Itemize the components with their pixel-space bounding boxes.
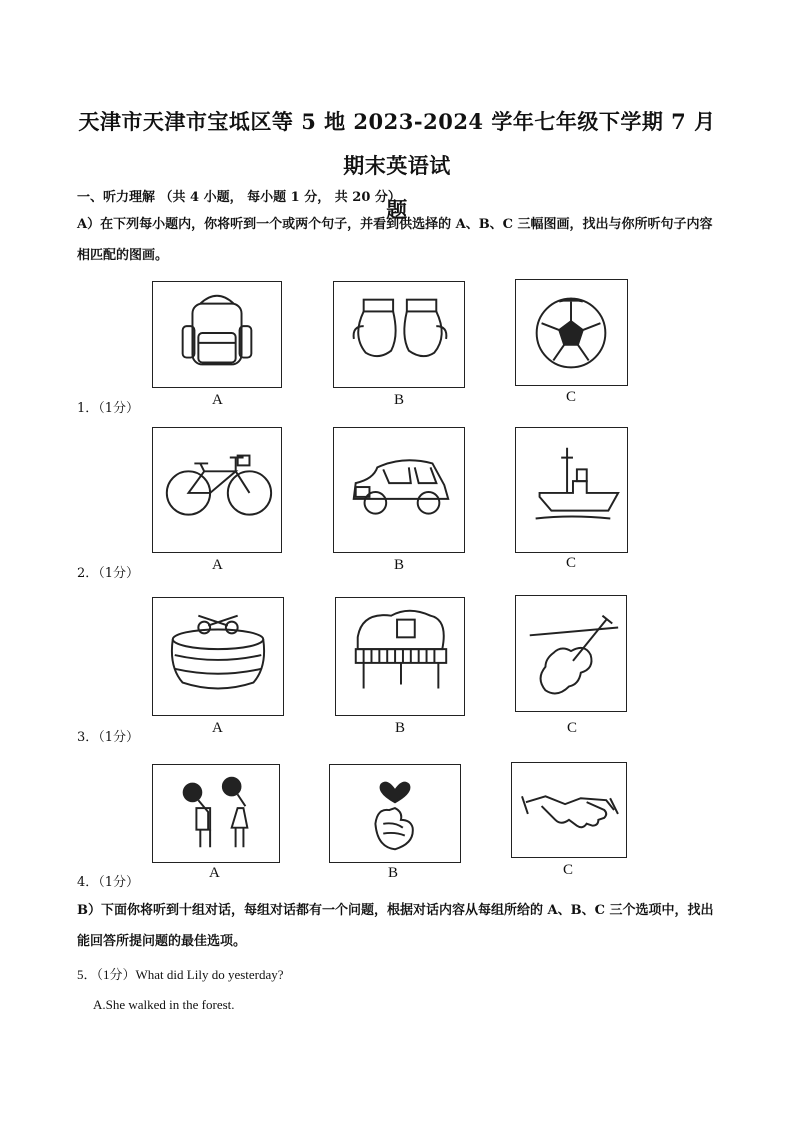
part-b-intro: B）下面你将听到十组对话，每组对话都有一个问题，根据对话内容从每组所给的 A、B、C 三个选项中，找出能回答所提问题的最佳选项。 bbox=[77, 903, 714, 949]
question-4-number: 4．（1分） bbox=[77, 875, 140, 890]
option-label-b: B bbox=[395, 720, 406, 736]
question-5-text: What did Lily do yesterday? bbox=[135, 967, 284, 982]
option-label-a: A bbox=[209, 865, 220, 881]
piano-icon bbox=[335, 597, 465, 716]
option-label-c: C bbox=[566, 389, 577, 405]
mittens-icon bbox=[333, 281, 465, 388]
violin-icon bbox=[515, 595, 627, 712]
title-line-1: 天津市天津市宝坻区等 5 地 2023-2024 学年七年级下学期 7 月期末英语试 bbox=[78, 109, 716, 178]
option-label-b: B bbox=[394, 392, 405, 408]
question-1-number: 1．（1分） bbox=[77, 401, 140, 416]
question-3-number: 3．（1分） bbox=[77, 730, 140, 745]
option-label-c: C bbox=[563, 862, 574, 878]
car-icon bbox=[333, 427, 465, 553]
option-label-c: C bbox=[567, 720, 578, 736]
bicycle-icon bbox=[152, 427, 282, 553]
soccer-ball-icon bbox=[515, 279, 628, 386]
option-label-a: A bbox=[212, 557, 223, 573]
backpack-icon bbox=[152, 281, 282, 388]
question-5-number: 5．（1分） bbox=[77, 967, 136, 982]
question-5 bbox=[77, 964, 284, 983]
handshake-icon bbox=[511, 762, 627, 858]
bowing-children-icon bbox=[152, 764, 280, 863]
part-a-intro: A）在下列每小题内，你将听到一个或两个句子，并看到供选择的 A、B、C 三幅图画，找出与你所听句子内容相匹配的图画。 bbox=[77, 217, 713, 263]
option-label-a: A bbox=[212, 720, 223, 736]
option-label-a: A bbox=[212, 392, 223, 408]
ship-icon bbox=[515, 427, 628, 553]
option-label-c: C bbox=[566, 555, 577, 571]
option-label-b: B bbox=[394, 557, 405, 573]
option-label-b: B bbox=[388, 865, 399, 881]
drum-icon bbox=[152, 597, 284, 716]
section-heading: 一、听力理解 （共 4 小题， 每小题 1 分， 共 20 分） bbox=[77, 190, 401, 205]
title-line-2: 题 bbox=[386, 197, 408, 222]
question-2-number: 2．（1分） bbox=[77, 566, 140, 581]
finger-heart-icon bbox=[329, 764, 461, 863]
question-5-option-a: A.She walked in the forest. bbox=[93, 997, 235, 1012]
